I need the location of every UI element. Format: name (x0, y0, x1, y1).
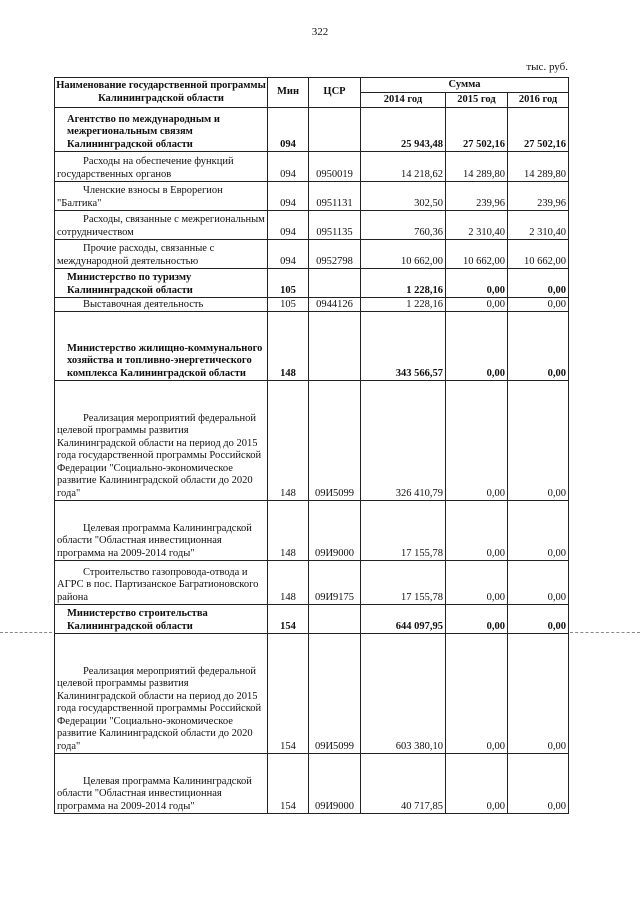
header-min: Мин (268, 78, 309, 108)
budget-table (54, 77, 569, 814)
row-name: Министерство жилищно-коммунального хозяйства и топливно-энергетического комплекса Калининградской области (55, 312, 268, 381)
row-min: 154 (268, 634, 309, 754)
row-min: 148 (268, 312, 309, 381)
row-2015: 0,00 (446, 754, 508, 814)
row-2015: 10 662,00 (446, 240, 508, 269)
header-name: Наименование государственной программы Калининградской области (55, 78, 268, 108)
row-2014: 302,50 (361, 182, 446, 211)
row-csr (309, 269, 361, 298)
row-min: 105 (268, 298, 309, 312)
units-label: тыс. руб. (526, 61, 568, 73)
row-2014: 17 155,78 (361, 501, 446, 561)
row-min: 094 (268, 182, 309, 211)
row-2016: 27 502,16 (508, 108, 569, 152)
row-csr: 09И9175 (309, 561, 361, 605)
row-2014: 644 097,95 (361, 605, 446, 634)
row-2014: 603 380,10 (361, 634, 446, 754)
row-name: Строительство газопровода-отвода и АГРС в пос. Партизанское Багратионовского района (55, 561, 268, 605)
row-csr: 0951131 (309, 182, 361, 211)
row-2016: 10 662,00 (508, 240, 569, 269)
table-row (55, 108, 569, 152)
row-2015: 27 502,16 (446, 108, 508, 152)
row-csr: 09И9000 (309, 754, 361, 814)
row-min: 154 (268, 754, 309, 814)
row-2014: 1 228,16 (361, 269, 446, 298)
row-2015: 2 310,40 (446, 211, 508, 240)
row-2015: 0,00 (446, 269, 508, 298)
row-name: Реализация мероприятий федеральной целевой программы развития Калининградской области на период до 2015 года государственной программы Российской Федерации "Социально-экономическое развитие Калининградской области до 2020 года" (55, 634, 268, 754)
row-csr (309, 312, 361, 381)
table-row (55, 754, 569, 814)
row-name: Министерство по туризму Калининградской области (55, 269, 268, 298)
page-number: 322 (311, 26, 329, 38)
row-name: Агентство по международным и межрегиональным связям Калининградской области (55, 108, 268, 152)
table-row (55, 240, 569, 269)
row-2015: 239,96 (446, 182, 508, 211)
row-2016: 0,00 (508, 634, 569, 754)
row-csr: 09И9000 (309, 501, 361, 561)
row-min: 154 (268, 605, 309, 634)
row-csr (309, 605, 361, 634)
row-2015: 0,00 (446, 298, 508, 312)
row-2016: 0,00 (508, 605, 569, 634)
row-2016: 2 310,40 (508, 211, 569, 240)
row-2015: 14 289,80 (446, 152, 508, 182)
row-2014: 17 155,78 (361, 561, 446, 605)
table-row (55, 269, 569, 298)
row-name: Реализация мероприятий федеральной целевой программы развития Калининградской области на период до 2015 года государственной программы Российской Федерации "Социально-экономическое развитие Калининградской области до 2020 года" (55, 381, 268, 501)
row-2014: 326 410,79 (361, 381, 446, 501)
table-row (55, 501, 569, 561)
table-row (55, 298, 569, 312)
row-name: Прочие расходы, связанные с международной деятельностью (55, 240, 268, 269)
row-csr: 0951135 (309, 211, 361, 240)
row-2016: 0,00 (508, 298, 569, 312)
row-name: Министерство строительства Калининградской области (55, 605, 268, 634)
row-csr: 0952798 (309, 240, 361, 269)
row-2016: 0,00 (508, 312, 569, 381)
row-name: Расходы, связанные с межрегиональным сотрудничеством (55, 211, 268, 240)
row-2014: 343 566,57 (361, 312, 446, 381)
row-csr: 0944126 (309, 298, 361, 312)
row-name: Членские взносы в Еврорегион "Балтика" (55, 182, 268, 211)
table-header (55, 78, 569, 108)
row-min: 148 (268, 501, 309, 561)
row-min: 094 (268, 152, 309, 182)
row-2015: 0,00 (446, 501, 508, 561)
margin-dash-left (0, 632, 52, 633)
table-row (55, 634, 569, 754)
row-2016: 0,00 (508, 561, 569, 605)
header-year-2014: 2014 год (361, 93, 446, 108)
row-csr: 0950019 (309, 152, 361, 182)
row-min: 148 (268, 561, 309, 605)
row-min: 094 (268, 108, 309, 152)
row-2016: 0,00 (508, 269, 569, 298)
row-2015: 0,00 (446, 312, 508, 381)
row-2016: 14 289,80 (508, 152, 569, 182)
row-name: Целевая программа Калининградской области "Областная инвестиционная программа на 2009-2014 годы" (55, 754, 268, 814)
row-2014: 40 717,85 (361, 754, 446, 814)
header-year-2016: 2016 год (508, 93, 569, 108)
table-row (55, 211, 569, 240)
row-name: Расходы на обеспечение функций государственных органов (55, 152, 268, 182)
header-csr: ЦСР (309, 78, 361, 108)
table-row (55, 152, 569, 182)
row-min: 094 (268, 211, 309, 240)
row-csr (309, 108, 361, 152)
row-min: 094 (268, 240, 309, 269)
table-row (55, 312, 569, 381)
row-2014: 25 943,48 (361, 108, 446, 152)
row-2014: 760,36 (361, 211, 446, 240)
row-2014: 14 218,62 (361, 152, 446, 182)
table-row (55, 605, 569, 634)
row-2015: 0,00 (446, 561, 508, 605)
row-name: Целевая программа Калининградской области "Областная инвестиционная программа на 2009-2014 годы" (55, 501, 268, 561)
row-2014: 1 228,16 (361, 298, 446, 312)
row-min: 148 (268, 381, 309, 501)
row-2016: 239,96 (508, 182, 569, 211)
row-2015: 0,00 (446, 634, 508, 754)
row-2016: 0,00 (508, 381, 569, 501)
table-row (55, 182, 569, 211)
header-sum: Сумма (361, 78, 569, 93)
row-csr: 09И5099 (309, 634, 361, 754)
margin-dash-right (570, 632, 640, 633)
row-2015: 0,00 (446, 605, 508, 634)
row-2015: 0,00 (446, 381, 508, 501)
table-row (55, 381, 569, 501)
row-2014: 10 662,00 (361, 240, 446, 269)
row-csr: 09И5099 (309, 381, 361, 501)
header-year-2015: 2015 год (446, 93, 508, 108)
row-name: Выставочная деятельность (55, 298, 268, 312)
row-min: 105 (268, 269, 309, 298)
table-row (55, 561, 569, 605)
row-2016: 0,00 (508, 754, 569, 814)
row-2016: 0,00 (508, 501, 569, 561)
